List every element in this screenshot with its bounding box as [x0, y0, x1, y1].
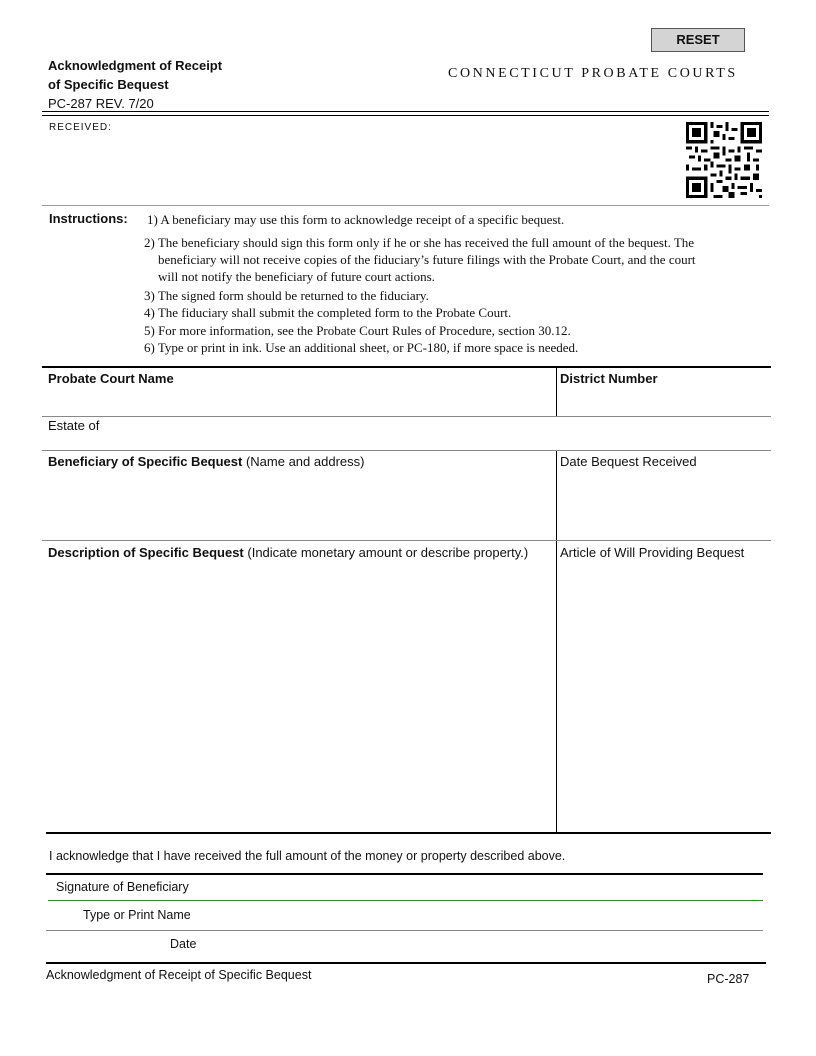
instruction-2: 2) The beneficiary should sign this form only if he or she has received the full amount of the bequest. The	[144, 235, 695, 250]
district-number-label: District Number	[560, 371, 658, 386]
table-bottom-border	[46, 832, 771, 834]
column-divider-1	[556, 368, 557, 417]
instruction-6: 6) Type or print in ink. Use an additional sheet, or PC-180, if more space is needed.	[144, 340, 579, 355]
header-divider-2	[42, 115, 769, 116]
form-title-line2: of Specific Bequest	[48, 77, 169, 92]
acknowledgment-text: I acknowledge that I have received the full amount of the money or property described above.	[49, 849, 566, 863]
form-title-line1: Acknowledgment of Receipt	[48, 58, 223, 73]
column-divider-2	[556, 451, 557, 541]
description-field[interactable]	[48, 545, 528, 560]
footer-title: Acknowledgment of Receipt of Specific Bequest	[46, 968, 312, 982]
date-received-field[interactable]	[560, 454, 697, 469]
row-divider-2	[42, 450, 771, 451]
beneficiary-label: Beneficiary of Specific Bequest	[48, 454, 243, 469]
article-of-will-label: Article of Will Providing Bequest	[560, 545, 745, 560]
column-divider-3	[556, 541, 557, 832]
signature-bottom-border	[46, 962, 766, 964]
table-top-border	[42, 366, 771, 368]
article-of-will-field[interactable]	[560, 545, 744, 560]
estate-of-label: Estate of	[48, 418, 100, 433]
form-title	[48, 56, 222, 113]
instruction-2-cont2: will not notify the beneficiary of future court actions.	[158, 269, 435, 284]
header-divider	[42, 111, 769, 112]
row-divider-3	[42, 540, 771, 541]
row-divider-1	[42, 416, 771, 417]
instructions-label: Instructions:	[49, 211, 128, 226]
signature-label: Signature of Beneficiary	[56, 880, 189, 894]
beneficiary-note: (Name and address)	[242, 454, 365, 469]
form-number: PC-287 REV. 7/20	[48, 96, 154, 111]
estate-of-field[interactable]	[48, 418, 99, 433]
instruction-2-cont1: beneficiary will not receive copies of the fiduciary’s future filings with the Probate Court, and the court	[158, 252, 696, 267]
instruction-3: 3) The signed form should be returned to the fiduciary.	[144, 288, 429, 303]
date-received-label: Date Bequest Received	[560, 454, 697, 469]
probate-court-name-label: Probate Court Name	[48, 371, 174, 386]
date-label: Date	[170, 937, 197, 951]
signature-top-border	[46, 873, 763, 875]
court-name: CONNECTICUT PROBATE COURTS	[448, 66, 738, 81]
qr-code-icon	[686, 122, 762, 198]
received-label: RECEIVED:	[49, 122, 112, 133]
district-number-field[interactable]	[560, 371, 658, 386]
instruction-5: 5) For more information, see the Probate Court Rules of Procedure, section 30.12.	[144, 323, 571, 338]
instruction-1: 1) A beneficiary may use this form to acknowledge receipt of a specific bequest.	[147, 212, 565, 227]
received-divider	[42, 205, 769, 206]
reset-button[interactable]: RESET	[651, 28, 745, 52]
instruction-4: 4) The fiduciary shall submit the completed form to the Probate Court.	[144, 305, 512, 320]
print-name-input-line[interactable]	[46, 930, 763, 931]
beneficiary-field[interactable]	[48, 454, 364, 469]
signature-input-line[interactable]	[48, 900, 763, 901]
footer-form-number: PC-287	[707, 972, 750, 986]
description-note: (Indicate monetary amount or describe property.)	[243, 545, 529, 560]
description-label: Description of Specific Bequest	[48, 545, 244, 560]
probate-court-name-field[interactable]	[48, 371, 174, 386]
print-name-label: Type or Print Name	[83, 908, 191, 922]
